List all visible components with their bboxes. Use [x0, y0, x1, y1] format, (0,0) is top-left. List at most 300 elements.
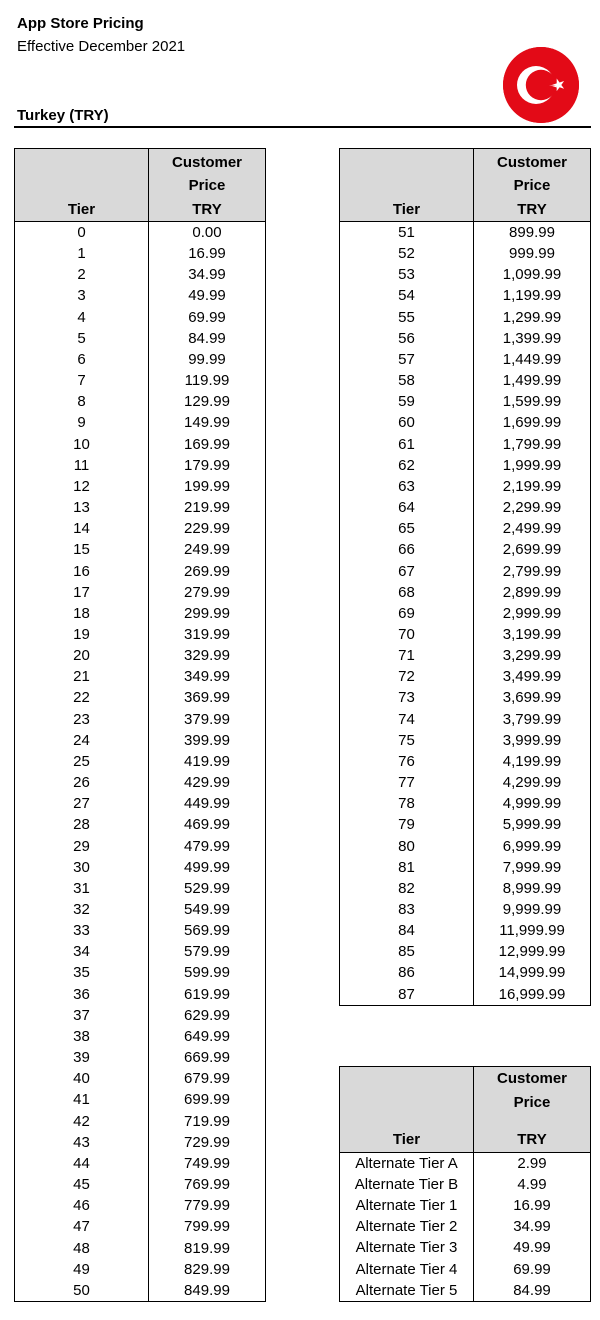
table-row [15, 899, 266, 920]
price-cell: 2,299.99 [474, 497, 591, 518]
tier-cell: 57 [340, 349, 474, 370]
tier-cell: Alternate Tier 5 [340, 1280, 474, 1302]
tier-cell: 53 [340, 264, 474, 285]
table-row [340, 836, 591, 857]
tier-cell: 46 [15, 1195, 149, 1216]
table-row [15, 1005, 266, 1026]
tier-cell: 0 [15, 222, 149, 244]
tier-cell: 5 [15, 328, 149, 349]
price-cell: 2,699.99 [474, 539, 591, 560]
price-cell: 899.99 [474, 222, 591, 244]
price-cell: 1,449.99 [474, 349, 591, 370]
price-cell: 3,199.99 [474, 624, 591, 645]
table-row [15, 603, 266, 624]
table-row [340, 624, 591, 645]
price-cell: 2,999.99 [474, 603, 591, 624]
page-title: App Store Pricing [17, 15, 144, 32]
tier-cell: 54 [340, 285, 474, 306]
table-row [340, 878, 591, 899]
tier-cell: 42 [15, 1111, 149, 1132]
tier-cell: 23 [15, 709, 149, 730]
price-cell: 249.99 [149, 539, 266, 560]
table-row [15, 497, 266, 518]
table-row [340, 243, 591, 264]
table-row [340, 370, 591, 391]
tier-cell: Alternate Tier B [340, 1174, 474, 1195]
price-cell: 779.99 [149, 1195, 266, 1216]
tier-cell: 37 [15, 1005, 149, 1026]
pricing-table-right [339, 148, 591, 1006]
table-row [15, 920, 266, 941]
table-row [15, 1111, 266, 1132]
price-cell: 69.99 [149, 307, 266, 328]
table-row [15, 772, 266, 793]
table-row [15, 243, 266, 264]
price-cell: 819.99 [149, 1238, 266, 1259]
table-row [340, 899, 591, 920]
table-row [15, 941, 266, 962]
price-cell: 669.99 [149, 1047, 266, 1068]
tier-cell: 78 [340, 793, 474, 814]
tier-cell: 87 [340, 984, 474, 1006]
price-cell: 479.99 [149, 836, 266, 857]
tier-cell: 79 [340, 814, 474, 835]
tier-cell: 28 [15, 814, 149, 835]
price-cell: 999.99 [474, 243, 591, 264]
page-subtitle: Effective December 2021 [17, 38, 186, 55]
table-row [340, 751, 591, 772]
table-row [15, 518, 266, 539]
table-row [340, 1259, 591, 1280]
tier-cell: 70 [340, 624, 474, 645]
price-cell: 84.99 [149, 328, 266, 349]
table-row [15, 561, 266, 582]
tier-cell: 12 [15, 476, 149, 497]
price-cell: 9,999.99 [474, 899, 591, 920]
price-cell: 1,499.99 [474, 370, 591, 391]
table-row [340, 666, 591, 687]
table-row [340, 1216, 591, 1237]
price-cell: 1,299.99 [474, 307, 591, 328]
price-cell: 569.99 [149, 920, 266, 941]
price-cell: 3,299.99 [474, 645, 591, 666]
tier-cell: 25 [15, 751, 149, 772]
tier-cell: 50 [15, 1280, 149, 1302]
turkey-flag-icon [503, 47, 579, 123]
table-row [340, 1152, 591, 1174]
table-row [15, 476, 266, 497]
tier-cell: 45 [15, 1174, 149, 1195]
table-row [15, 709, 266, 730]
price-cell: 2,199.99 [474, 476, 591, 497]
price-cell: 34.99 [474, 1216, 591, 1237]
price-cell: 2,799.99 [474, 561, 591, 582]
price-cell: 469.99 [149, 814, 266, 835]
price-cell: 49.99 [149, 285, 266, 306]
tier-cell: 6 [15, 349, 149, 370]
tier-cell: 81 [340, 857, 474, 878]
tier-cell: Alternate Tier 3 [340, 1237, 474, 1258]
tier-cell: 75 [340, 730, 474, 751]
tier-cell: 14 [15, 518, 149, 539]
price-cell: 49.99 [474, 1237, 591, 1258]
table-row [340, 455, 591, 476]
tier-cell: 86 [340, 962, 474, 983]
price-cell: 4,299.99 [474, 772, 591, 793]
price-cell: 0.00 [149, 222, 266, 244]
tier-cell: 52 [340, 243, 474, 264]
table-row [15, 1280, 266, 1302]
table-row [340, 518, 591, 539]
table-row [340, 730, 591, 751]
price-cell: 529.99 [149, 878, 266, 899]
price-cell: 1,699.99 [474, 412, 591, 433]
price-cell: 279.99 [149, 582, 266, 603]
price-cell: 729.99 [149, 1132, 266, 1153]
tier-cell: 20 [15, 645, 149, 666]
price-cell: 799.99 [149, 1216, 266, 1237]
table-row [15, 751, 266, 772]
table-row [15, 582, 266, 603]
price-cell: 1,799.99 [474, 434, 591, 455]
price-cell: 4,999.99 [474, 793, 591, 814]
table-row [340, 941, 591, 962]
tier-cell: 29 [15, 836, 149, 857]
price-cell: 149.99 [149, 412, 266, 433]
tier-cell: 39 [15, 1047, 149, 1068]
price-cell: 169.99 [149, 434, 266, 455]
tier-cell: 68 [340, 582, 474, 603]
price-cell: 599.99 [149, 962, 266, 983]
table-row [15, 222, 266, 244]
price-cell: 829.99 [149, 1259, 266, 1280]
table-row [15, 962, 266, 983]
table-row [340, 285, 591, 306]
table-row [15, 624, 266, 645]
table-row [15, 1216, 266, 1237]
table-row [15, 645, 266, 666]
table-row [15, 1174, 266, 1195]
table-row [15, 1153, 266, 1174]
table-row [15, 264, 266, 285]
table-row [15, 878, 266, 899]
price-cell: 12,999.99 [474, 941, 591, 962]
table-row [340, 1237, 591, 1258]
tier-cell: 19 [15, 624, 149, 645]
price-cell: 1,599.99 [474, 391, 591, 412]
table-row [15, 730, 266, 751]
alternate-tiers-table [339, 1066, 591, 1302]
table-row [340, 772, 591, 793]
price-cell: 219.99 [149, 497, 266, 518]
price-cell: 99.99 [149, 349, 266, 370]
price-cell: 1,999.99 [474, 455, 591, 476]
price-cell: 179.99 [149, 455, 266, 476]
tier-cell: 58 [340, 370, 474, 391]
tier-cell: 26 [15, 772, 149, 793]
tier-cell: 56 [340, 328, 474, 349]
table-row [340, 539, 591, 560]
price-cell: 499.99 [149, 857, 266, 878]
tier-cell: 73 [340, 687, 474, 708]
tier-cell: 49 [15, 1259, 149, 1280]
table-row [15, 412, 266, 433]
table-row [340, 857, 591, 878]
tier-cell: 34 [15, 941, 149, 962]
table-row [340, 497, 591, 518]
price-column-header: Customer Price TRY [474, 149, 591, 222]
table-row [15, 1026, 266, 1047]
price-cell: 16.99 [149, 243, 266, 264]
tier-cell: 41 [15, 1089, 149, 1110]
section-divider [14, 126, 591, 128]
tier-cell: 55 [340, 307, 474, 328]
tier-cell: 21 [15, 666, 149, 687]
pricing-table-left [14, 148, 266, 1302]
price-cell: 11,999.99 [474, 920, 591, 941]
tier-cell: 33 [15, 920, 149, 941]
price-cell: 119.99 [149, 370, 266, 391]
tier-cell: 72 [340, 666, 474, 687]
price-cell: 629.99 [149, 1005, 266, 1026]
price-cell: 679.99 [149, 1068, 266, 1089]
table-row [340, 603, 591, 624]
price-cell: 429.99 [149, 772, 266, 793]
tier-cell: 35 [15, 962, 149, 983]
table-row [15, 793, 266, 814]
tier-cell: 47 [15, 1216, 149, 1237]
tier-cell: 77 [340, 772, 474, 793]
table-row [15, 984, 266, 1005]
tier-cell: 13 [15, 497, 149, 518]
table-row [340, 1280, 591, 1302]
price-cell: 449.99 [149, 793, 266, 814]
table-row [15, 666, 266, 687]
tier-cell: 3 [15, 285, 149, 306]
tier-column-header: Tier [340, 149, 474, 222]
table-row [15, 391, 266, 412]
price-cell: 719.99 [149, 1111, 266, 1132]
price-cell: 749.99 [149, 1153, 266, 1174]
price-cell: 3,499.99 [474, 666, 591, 687]
tier-cell: 44 [15, 1153, 149, 1174]
table-row [340, 476, 591, 497]
tier-cell: 32 [15, 899, 149, 920]
tier-cell: Alternate Tier 4 [340, 1259, 474, 1280]
tier-cell: 4 [15, 307, 149, 328]
tier-cell: 1 [15, 243, 149, 264]
tier-cell: 27 [15, 793, 149, 814]
tier-cell: 48 [15, 1238, 149, 1259]
table-row [15, 370, 266, 391]
price-cell: 349.99 [149, 666, 266, 687]
table-row [340, 222, 591, 244]
price-cell: 14,999.99 [474, 962, 591, 983]
tier-cell: 15 [15, 539, 149, 560]
price-cell: 379.99 [149, 709, 266, 730]
tier-cell: 71 [340, 645, 474, 666]
tier-cell: 38 [15, 1026, 149, 1047]
price-cell: 6,999.99 [474, 836, 591, 857]
tier-cell: 2 [15, 264, 149, 285]
price-cell: 129.99 [149, 391, 266, 412]
table-row [15, 1259, 266, 1280]
tier-cell: 24 [15, 730, 149, 751]
price-column-header: Customer Price TRY [149, 149, 266, 222]
price-cell: 2,899.99 [474, 582, 591, 603]
table-row [340, 687, 591, 708]
table-row [340, 920, 591, 941]
tier-cell: 63 [340, 476, 474, 497]
table-row [340, 434, 591, 455]
price-cell: 16,999.99 [474, 984, 591, 1006]
table-row [340, 412, 591, 433]
tier-cell: 65 [340, 518, 474, 539]
tier-cell: 40 [15, 1068, 149, 1089]
tier-cell: Alternate Tier A [340, 1152, 474, 1174]
price-cell: 649.99 [149, 1026, 266, 1047]
table-row [340, 328, 591, 349]
table-row [15, 434, 266, 455]
price-cell: 7,999.99 [474, 857, 591, 878]
price-cell: 229.99 [149, 518, 266, 539]
table-row [15, 307, 266, 328]
price-cell: 769.99 [149, 1174, 266, 1195]
table-row [15, 814, 266, 835]
table-row [340, 1174, 591, 1195]
table-row [340, 561, 591, 582]
price-column-header: Customer Price TRY [474, 1067, 591, 1153]
price-cell: 319.99 [149, 624, 266, 645]
tier-cell: 17 [15, 582, 149, 603]
table-row [15, 1132, 266, 1153]
tier-cell: 16 [15, 561, 149, 582]
tier-cell: 67 [340, 561, 474, 582]
table-row [340, 814, 591, 835]
table-row [15, 1047, 266, 1068]
table-row [340, 349, 591, 370]
tier-column-header: Tier [340, 1067, 474, 1153]
table-row [15, 349, 266, 370]
price-cell: 1,399.99 [474, 328, 591, 349]
tier-cell: 36 [15, 984, 149, 1005]
tier-cell: 74 [340, 709, 474, 730]
tier-cell: 83 [340, 899, 474, 920]
table-row [340, 709, 591, 730]
table-row [15, 1238, 266, 1259]
tier-cell: 62 [340, 455, 474, 476]
price-cell: 1,199.99 [474, 285, 591, 306]
tier-cell: Alternate Tier 2 [340, 1216, 474, 1237]
price-cell: 369.99 [149, 687, 266, 708]
price-cell: 419.99 [149, 751, 266, 772]
price-cell: 549.99 [149, 899, 266, 920]
price-cell: 579.99 [149, 941, 266, 962]
tier-column-header: Tier [15, 149, 149, 222]
tier-cell: 69 [340, 603, 474, 624]
table-row [15, 1089, 266, 1110]
price-cell: 69.99 [474, 1259, 591, 1280]
table-row [15, 1195, 266, 1216]
price-cell: 199.99 [149, 476, 266, 497]
crescent-star-icon [503, 47, 579, 123]
tier-cell: 10 [15, 434, 149, 455]
price-cell: 699.99 [149, 1089, 266, 1110]
price-cell: 4,199.99 [474, 751, 591, 772]
price-cell: 619.99 [149, 984, 266, 1005]
price-cell: 299.99 [149, 603, 266, 624]
table-row [340, 645, 591, 666]
price-cell: 2.99 [474, 1152, 591, 1174]
price-cell: 269.99 [149, 561, 266, 582]
table-row [340, 582, 591, 603]
table-row [15, 687, 266, 708]
tier-cell: 60 [340, 412, 474, 433]
table-row [340, 984, 591, 1006]
tier-cell: 18 [15, 603, 149, 624]
table-row [15, 836, 266, 857]
tier-cell: 59 [340, 391, 474, 412]
table-row [15, 455, 266, 476]
table-row [15, 285, 266, 306]
tier-cell: 61 [340, 434, 474, 455]
price-cell: 399.99 [149, 730, 266, 751]
price-cell: 329.99 [149, 645, 266, 666]
tier-cell: 66 [340, 539, 474, 560]
tier-cell: 22 [15, 687, 149, 708]
table-row [340, 264, 591, 285]
table-row [340, 962, 591, 983]
table-row [340, 307, 591, 328]
table-row [340, 1195, 591, 1216]
table-row [15, 539, 266, 560]
price-cell: 34.99 [149, 264, 266, 285]
tier-cell: 82 [340, 878, 474, 899]
table-row [340, 391, 591, 412]
table-row [340, 793, 591, 814]
price-cell: 2,499.99 [474, 518, 591, 539]
price-cell: 8,999.99 [474, 878, 591, 899]
tier-cell: Alternate Tier 1 [340, 1195, 474, 1216]
tier-cell: 7 [15, 370, 149, 391]
price-cell: 3,799.99 [474, 709, 591, 730]
tier-cell: 43 [15, 1132, 149, 1153]
tier-cell: 51 [340, 222, 474, 244]
table-row [15, 1068, 266, 1089]
price-cell: 3,699.99 [474, 687, 591, 708]
tier-cell: 80 [340, 836, 474, 857]
table-row [15, 857, 266, 878]
tier-cell: 85 [340, 941, 474, 962]
tier-cell: 30 [15, 857, 149, 878]
tier-cell: 84 [340, 920, 474, 941]
price-cell: 4.99 [474, 1174, 591, 1195]
tier-cell: 76 [340, 751, 474, 772]
price-cell: 5,999.99 [474, 814, 591, 835]
price-cell: 1,099.99 [474, 264, 591, 285]
tier-cell: 64 [340, 497, 474, 518]
tier-cell: 8 [15, 391, 149, 412]
tier-cell: 11 [15, 455, 149, 476]
country-label: Turkey (TRY) [17, 107, 109, 124]
price-cell: 16.99 [474, 1195, 591, 1216]
price-cell: 3,999.99 [474, 730, 591, 751]
table-row [15, 328, 266, 349]
price-cell: 84.99 [474, 1280, 591, 1302]
tier-cell: 9 [15, 412, 149, 433]
price-cell: 849.99 [149, 1280, 266, 1302]
tier-cell: 31 [15, 878, 149, 899]
